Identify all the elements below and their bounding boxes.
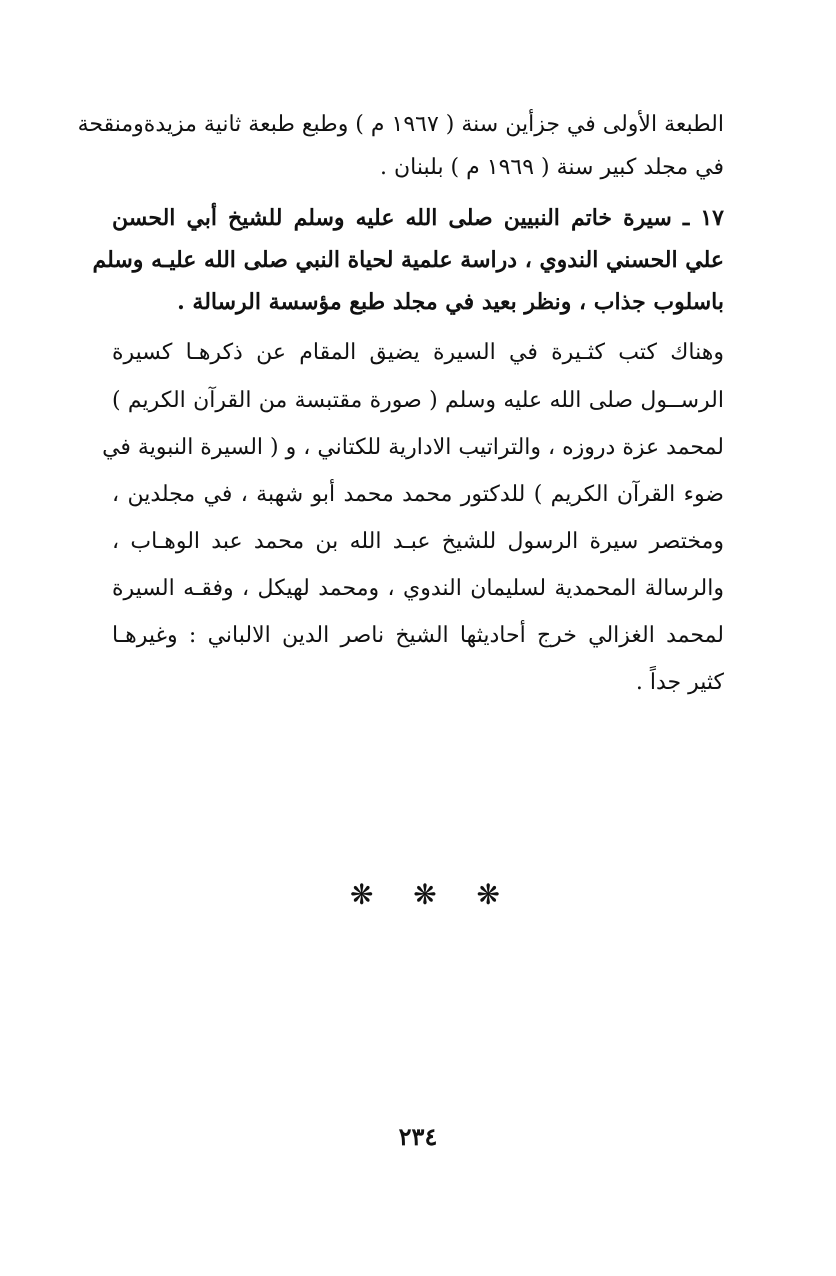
paragraph-3-line-5: ومختصر سيرة الرسول للشيخ عبـد الله بن محمد عبد الوهـاب ،	[112, 529, 724, 554]
paragraph-3-line-3: لمحمد عزة دروزه ، والتراتيب الادارية للكتاني ، و ( السيرة النبوية في	[102, 435, 724, 460]
star-ornament-icon: ❋	[413, 878, 437, 911]
paragraph-2-line-2: علي الحسني الندوي ، دراسة علمية لحياة النبي صلى الله عليـه وسلم	[92, 247, 724, 273]
page-number: ٢٣٤	[398, 1122, 438, 1151]
paragraph-3-line-2: الرســول صلى الله عليه وسلم ( صورة مقتبسة من القرآن الكريم )	[112, 388, 724, 413]
paragraph-2-line-3: باسلوب جذاب ، ونظر بعيد في مجلد طبع مؤسسة الرسالة .	[177, 289, 724, 315]
paragraph-3-line-1: وهناك كتب كثـيرة في السيرة يضيق المقام عن ذكرهـا كسيرة	[112, 340, 724, 365]
star-ornament-icon: ❋	[350, 878, 374, 911]
paragraph-3-line-8: كثير جداً .	[635, 670, 724, 695]
paragraph-1-line-1: الطبعة الأولى في جزأين سنة ( ١٩٦٧ م ) وطبع طبعة ثانية مزيدةومنقحة	[77, 112, 724, 137]
section-separator	[350, 878, 500, 911]
paragraph-3-line-6: والرسالة المحمدية لسليمان الندوي ، ومحمد لهيكل ، وفقـه السيرة	[112, 576, 724, 601]
paragraph-2-line-1: ١٧ ـ سيرة خاتم النبيين صلى الله عليه وسلم للشيخ أبي الحسن	[112, 205, 724, 231]
star-ornament-icon: ❋	[476, 878, 500, 911]
paragraph-3-line-7: لمحمد الغزالي خرج أحاديثها الشيخ ناصر الدين الالباني : وغيرهـا	[112, 623, 724, 648]
paragraph-1-line-2: في مجلد كبير سنة ( ١٩٦٩ م ) بلبنان .	[380, 155, 724, 180]
paragraph-3-line-4: ضوء القرآن الكريم ) للدكتور محمد محمد أبو شهبة ، في مجلدين ،	[112, 482, 724, 507]
